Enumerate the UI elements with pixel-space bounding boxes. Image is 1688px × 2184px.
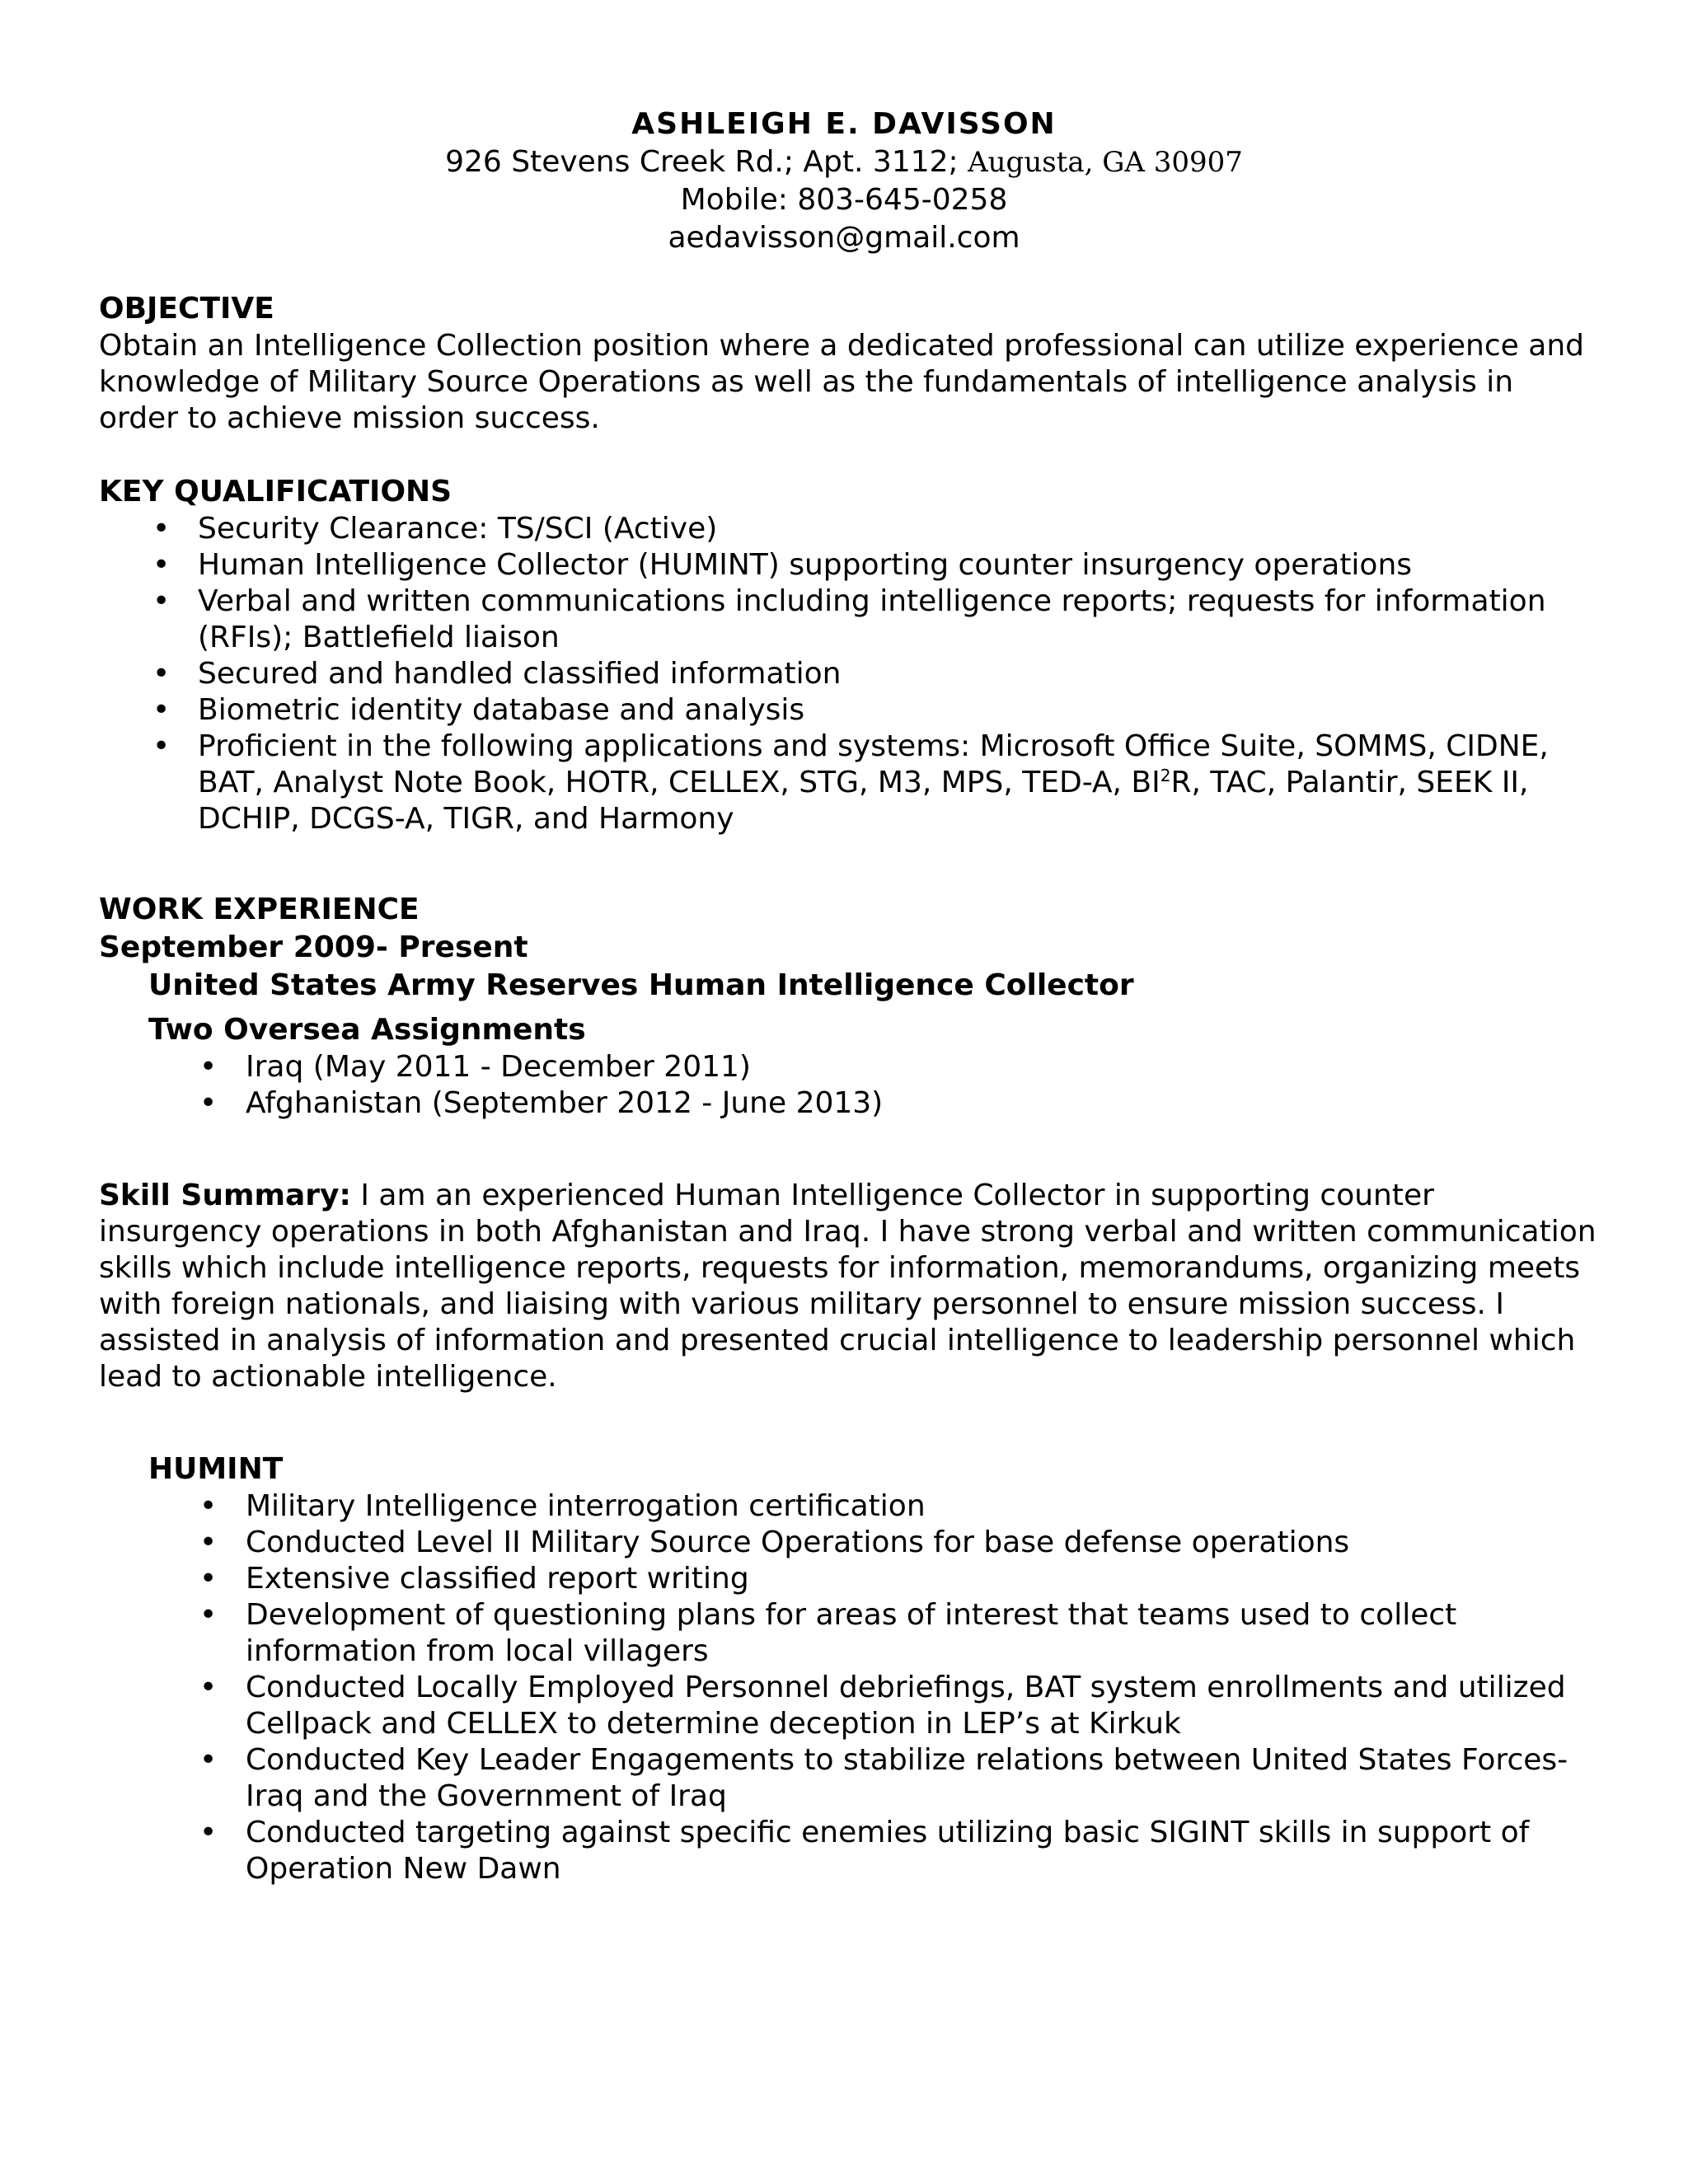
assignments-list <box>99 1049 1599 1122</box>
work-dates: September 2009- Present <box>99 930 528 964</box>
email-line: aedavisson@gmail.com <box>668 221 1020 255</box>
objective-section <box>99 290 1599 437</box>
bullet-icon: • <box>152 584 171 618</box>
qualifications-list <box>99 511 1599 837</box>
humint-heading: HUMINT <box>148 1452 284 1486</box>
bullet-icon: • <box>152 657 171 691</box>
superscript: 2 <box>1160 766 1171 785</box>
work-position: United States Army Reserves Human Intelligence Collector <box>148 968 1134 1002</box>
work-heading: WORK EXPERIENCE <box>99 893 420 926</box>
list-item: • Extensive classified report writing <box>199 1562 749 1596</box>
list-item: • Human Intelligence Collector (HUMINT) supporting counter insurgency operations <box>152 548 1413 582</box>
humint-section <box>99 1451 1599 1887</box>
qualifications-section <box>99 473 1599 837</box>
assignments-heading: Two Oversea Assignments <box>148 1013 586 1047</box>
list-item: • Biometric identity database and analysis <box>152 693 805 727</box>
list-item: • Conducted Key Leader Engagements to stabilize relations between United States Forces-Iraq and the Government of Iraq <box>199 1743 1568 1813</box>
bullet-icon: • <box>152 548 171 582</box>
list-item: • Conducted targeting against specific enemies utilizing basic SIGINT skills in support of Operation New Dawn <box>199 1816 1530 1886</box>
qualifications-heading: KEY QUALIFICATIONS <box>99 475 452 509</box>
street-address: 926 Stevens Creek Rd.; Apt. 3112; <box>445 145 968 179</box>
list-item: • Verbal and written communications including intelligence reports; requests for information (RFIs); Battlefield liaison <box>152 584 1546 654</box>
list-item: • Conducted Locally Employed Personnel debriefings, BAT system enrollments and utilized Cellpack and CELLEX to determine deception in LEP’s at Kirkuk <box>199 1671 1566 1741</box>
list-item: • Afghanistan (September 2012 - June 2013) <box>199 1086 884 1120</box>
list-item: • Security Clearance: TS/SCI (Active) <box>152 512 718 546</box>
list-item: • Iraq (May 2011 - December 2011) <box>199 1050 751 1084</box>
bullet-icon: • <box>152 693 171 727</box>
bullet-icon: • <box>199 1050 218 1084</box>
bullet-icon: • <box>199 1562 218 1596</box>
bullet-icon: • <box>199 1743 218 1777</box>
work-section <box>99 891 1599 1122</box>
mobile-line: Mobile: 803-645-0258 <box>680 183 1008 217</box>
candidate-name: ASHLEIGH E. DAVISSON <box>631 107 1057 141</box>
list-item: • Military Intelligence interrogation certification <box>199 1489 926 1523</box>
list-item: • Secured and handled classified information <box>152 657 842 691</box>
humint-list <box>99 1488 1599 1887</box>
bullet-icon: • <box>152 729 171 763</box>
bullet-icon: • <box>199 1526 218 1559</box>
objective-heading: OBJECTIVE <box>99 292 274 326</box>
bullet-icon: • <box>199 1086 218 1120</box>
bullet-icon: • <box>152 512 171 546</box>
bullet-icon: • <box>199 1598 218 1632</box>
bullet-icon: • <box>199 1489 218 1523</box>
skill-summary-section <box>99 1178 1599 1395</box>
city-state-zip: Augusta, GA 30907 <box>968 146 1243 179</box>
address-line <box>0 143 1688 181</box>
skill-summary-label: Skill Summary: <box>99 1179 351 1212</box>
bullet-icon: • <box>199 1816 218 1849</box>
skill-summary-text: Skill Summary: I am an experienced Human Intelligence Collector in supporting counter insurgency operations in both Afghanistan and Iraq. I have strong verbal and written communication skills which include intelligence reports, requests for information, memorandums, organizing meets with foreign nationals, and liaising with various military personnel to ensure mission success. I assisted in analysis of information and presented crucial intelligence to leadership personnel which lead to actionable intelligence. <box>99 1179 1597 1394</box>
objective-text: Obtain an Intelligence Collection position where a dedicated professional can utilize experience and knowledge of Military Source Operations as well as the fundamentals of intelligence analysis in order to achieve mission success. <box>99 329 1584 435</box>
list-item: • Development of questioning plans for areas of interest that teams used to collect information from local villagers <box>199 1598 1457 1668</box>
resume-header <box>0 105 1688 257</box>
list-item: • Conducted Level II Military Source Operations for base defense operations <box>199 1526 1350 1559</box>
bullet-icon: • <box>199 1671 218 1704</box>
list-item: • Proficient in the following applications and systems: Microsoft Office Suite, SOMMS, CIDNE, BAT, Analyst Note Book, HOTR, CELLEX, STG, M3, MPS, TED-A, $BI^2R$, TAC, Palantir, SEEK II, DCHIP, DCGS-A, TIGR, and Harmony <box>152 729 1549 836</box>
